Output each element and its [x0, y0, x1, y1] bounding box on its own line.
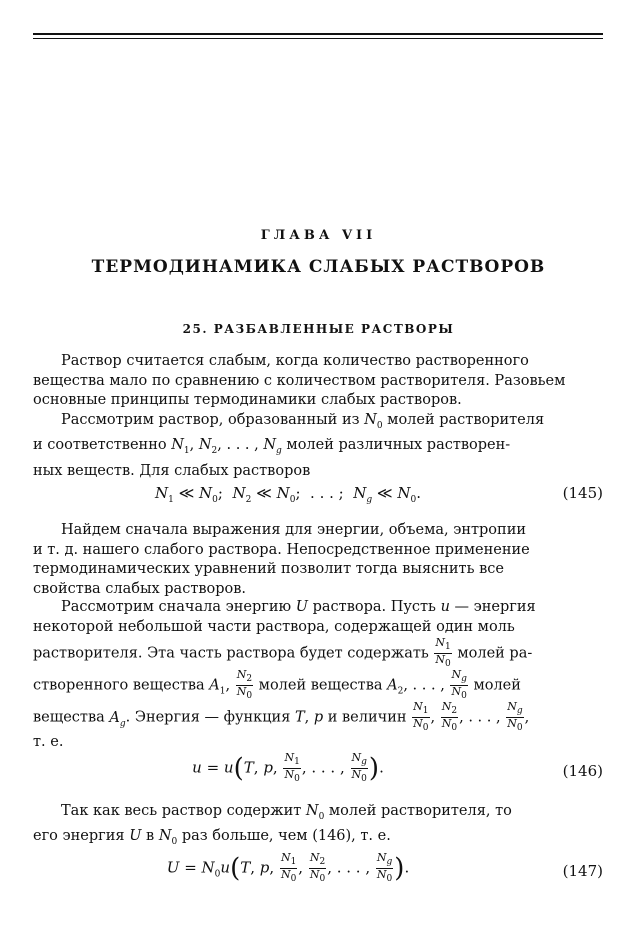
equation-145-number: (145) [562, 484, 603, 502]
p3-line-2: и т. д. нашего слабого раствора. Непосредственное применение [33, 541, 530, 558]
paragraph-3 [33, 521, 603, 599]
paragraph-1 [33, 352, 603, 411]
p5-line-1: Так как весь раствор содержит $N_0$ молей растворителя, то [61, 803, 512, 822]
section-title: 25. РАЗБАВЛЕННЫЕ РАСТВОРЫ [182, 322, 455, 336]
p4-line-3: растворителя. Эта часть раствора будет содержать $\frac{N_1}{N_0}$ молей ра- [33, 636, 533, 670]
equation-146-number: (146) [562, 762, 603, 780]
equation-147-number: (147) [562, 862, 603, 880]
p3-line-1: Найдем сначала выражения для энергии, объема, энтропии [61, 522, 527, 538]
p1-line-1: Раствор считается слабым, когда количество растворенного [61, 353, 529, 369]
p3-line-4: свойства слабых растворов. [33, 580, 247, 597]
p4-line-2: некоторой небольшой части раствора, содержащей один моль [33, 618, 515, 635]
p5-line-2: его энергия U в $N_0$ раз больше, чем (146), т. е. [33, 828, 391, 848]
p1-line-2: вещества мало по сравнению с количеством растворителя. Разовьем [33, 372, 566, 389]
chapter-title: ТЕРМОДИНАМИКА СЛАБЫХ РАСТВОРОВ [91, 257, 546, 277]
p1-line-3: основные принципы термодинамики слабых растворов. [33, 392, 462, 408]
chapter-label: ГЛАВА VII [260, 228, 377, 243]
p2-line-1: Рассмотрим раствор, образованный из $N_0$ молей растворителя [61, 412, 545, 431]
paragraph-5 [33, 802, 603, 853]
p4-line-4: створенного вещества $A_1$, $\frac{N_2}{N_0}$ молей вещества $A_2$, . . . , $\frac{N_g}{N_0}$ молей [33, 668, 521, 702]
p3-line-3: термодинамических уравнений позволит тогда выяснить все [33, 561, 504, 577]
equation-147: $U = N_0u(T$, p, $\frac{N_1}{N_0}$ , $\frac{N_2}{N_0}$ , . . . , $\frac{N_g}{N_0}$ ). (147) [166, 851, 603, 885]
equation-145: $N_1$ ≪ $N_0$; $N_2$ ≪ $N_0$; . . . ; $N_g$ ≪ $N_0$. (145) [154, 484, 603, 505]
top-rule-thin [33, 38, 603, 39]
p2-line-3: ных веществ. Для слабых растворов [33, 462, 311, 479]
p4-line-1: Рассмотрим сначала энергию U раствора. Пусть u — энергия [61, 599, 536, 615]
p4-line-6: т. е. [33, 734, 64, 750]
top-rule [33, 33, 603, 35]
p4-line-5: вещества $A_g$. Энергия — функция T, p и величин $\frac{N_1}{N_0}$ , $\frac{N_2}{N_0}$ , . . . , $\frac{N_g}{N_0}$ , [33, 700, 530, 734]
paragraph-4 [33, 598, 603, 753]
paragraph-2 [33, 411, 603, 481]
equation-146: u = u(T, p, $\frac{N_1}{N_0}$ , . . . , $\frac{N_g}{N_0}$ ). (146) [192, 751, 603, 785]
p2-line-2: и соответственно $N_1$, $N_2$, . . . , $N_g$ молей различных растворен- [33, 437, 511, 457]
